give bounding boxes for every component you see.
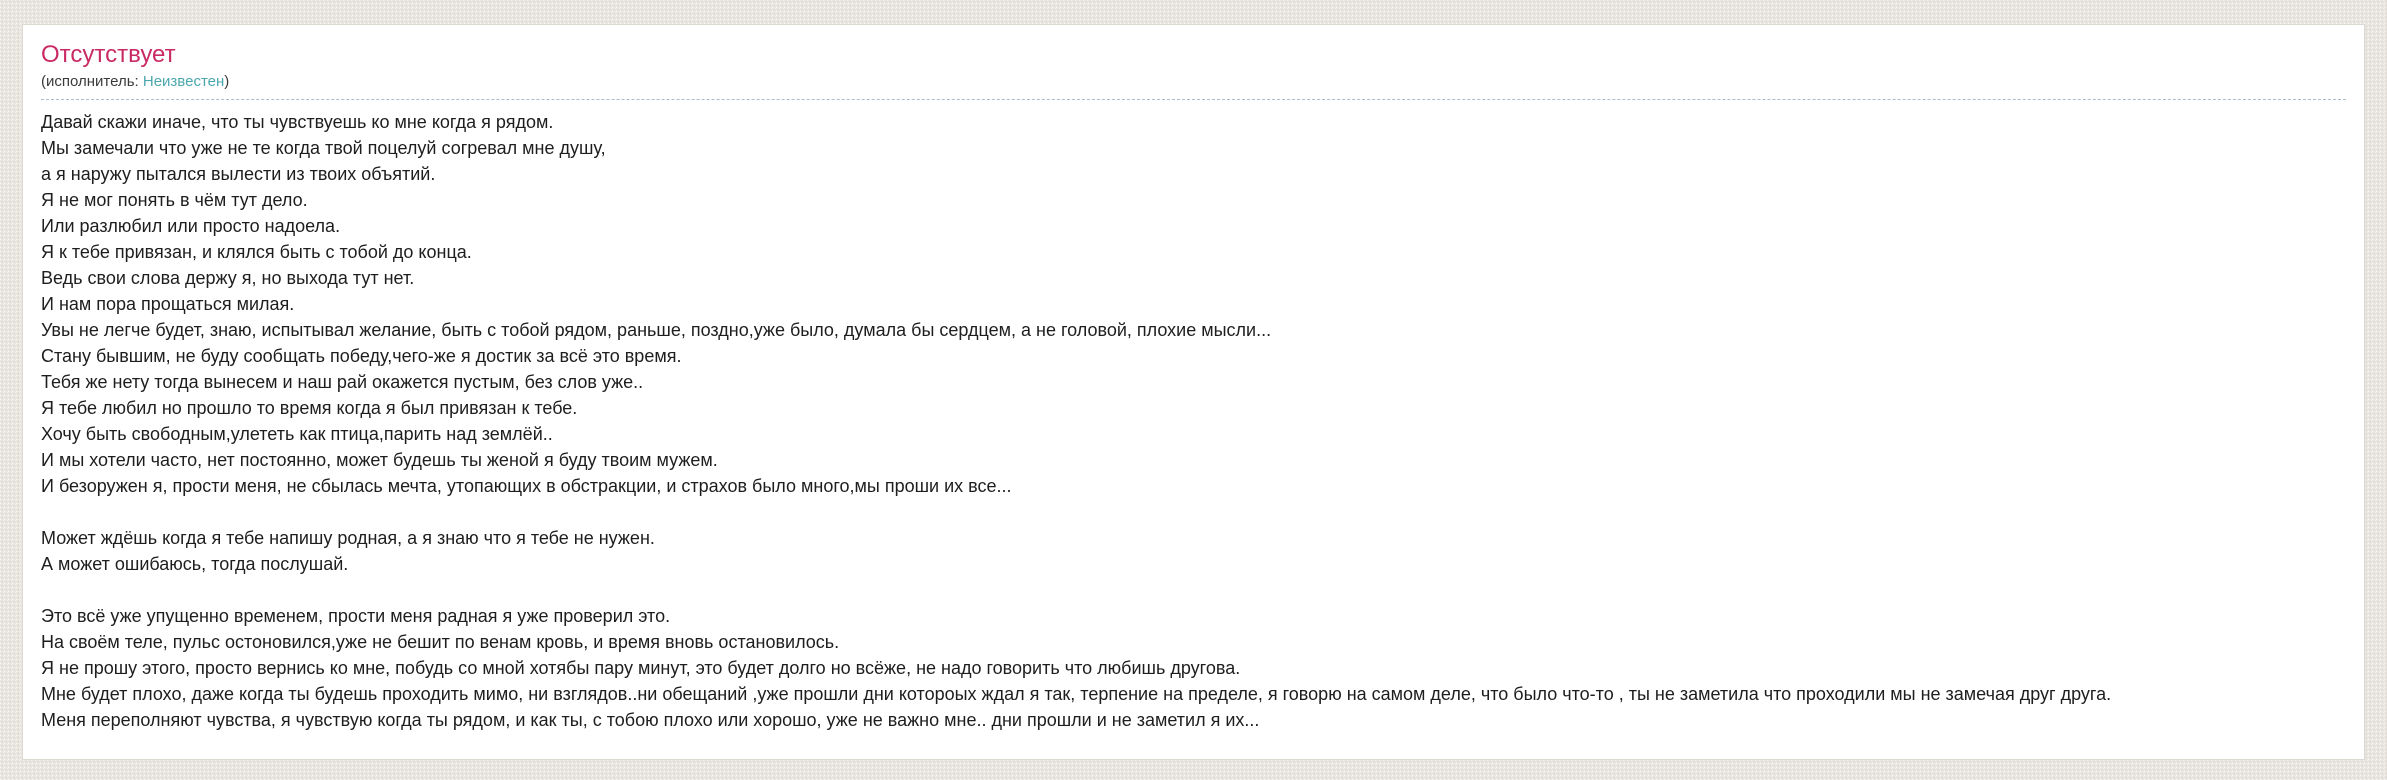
lyric-line: И безоружен я, прости меня, не сбылась мечта, утопающих в обстракции, и страхов было много,мы проши их все... (41, 475, 1012, 496)
lyric-line (41, 577, 2346, 603)
lyric-line: Мне будет плохо, даже когда ты будешь проходить мимо, ни взглядов..ни обещаний ,уже прошли дни котороых ждал я так, терпение на пределе, я говорю на самом деле, что было что-то , ты не заметила что проходили мы не замечая друг друга. (41, 683, 2112, 704)
artist-line (41, 73, 2346, 92)
lyric-line: На своём теле, пульс остоновился,уже не бешит по венам кровь, и время вновь остановилось. (41, 631, 840, 652)
lyric-line: Увы не легче будет, знаю, испытывал желание, быть с тобой рядом, раньше, поздно,уже было, думала бы сердцем, а не головой, плохие мысли... (41, 319, 1272, 340)
artist-label-prefix: (исполнитель: (41, 72, 143, 90)
lyric-line: а я наружу пытался вылести из твоих объятий. (41, 163, 436, 184)
lyric-line: Может ждёшь когда я тебе напишу родная, а я знаю что я тебе не нужен. (41, 527, 655, 548)
lyric-line: Я не мог понять в чём тут дело. (41, 189, 308, 210)
lyric-line: Я не прошу этого, просто вернись ко мне, побудь со мной хотябы пару минут, это будет долго но всёже, не надо говорить что любишь другова. (41, 657, 1241, 678)
lyric-line: Давай скажи иначе, что ты чувствуешь ко мне когда я рядом. (41, 111, 554, 132)
lyric-line: Хочу быть свободным,улететь как птица,парить над землёй.. (41, 423, 553, 444)
lyric-line: Стану бывшим, не буду сообщать победу,чего-же я достик за всё это время. (41, 345, 682, 366)
lyric-line: Тебя же нету тогда вынесем и наш рай окажется пустым, без слов уже.. (41, 371, 644, 392)
song-title: Отсутствует (41, 41, 176, 68)
lyric-line: И нам пора прощаться милая. (41, 293, 295, 314)
artist-label-suffix: ) (224, 72, 230, 90)
lyric-line: Или разлюбил или просто надоела. (41, 215, 341, 236)
lyric-line: Мы замечали что уже не те когда твой поцелуй согревал мне душу, (41, 137, 606, 158)
song-header (41, 41, 2346, 100)
lyric-line: Я к тебе привязан, и клялся быть с тобой до конца. (41, 241, 472, 262)
lyric-line: И мы хотели часто, нет постоянно, может будешь ты женой я буду твоим мужем. (41, 449, 718, 470)
lyric-line (41, 499, 2346, 525)
lyric-line: Ведь свои слова держу я, но выхода тут нет. (41, 267, 415, 288)
lyric-line: Меня переполняют чувства, я чувствую когда ты рядом, и как ты, с тобою плохо или хорошо, уже не важно мне.. дни прошли и не заметил я их... (41, 709, 1260, 730)
artist-link[interactable]: Неизвестен (142, 72, 225, 90)
lyrics-text (41, 109, 2346, 733)
lyric-line: Я тебе любил но прошло то время когда я был привязан к тебе. (41, 397, 578, 418)
lyrics-card (22, 24, 2365, 760)
lyric-line: Это всё уже упущенно временем, прости меня радная я уже проверил это. (41, 605, 671, 626)
lyric-line: А может ошибаюсь, тогда послушай. (41, 553, 349, 574)
